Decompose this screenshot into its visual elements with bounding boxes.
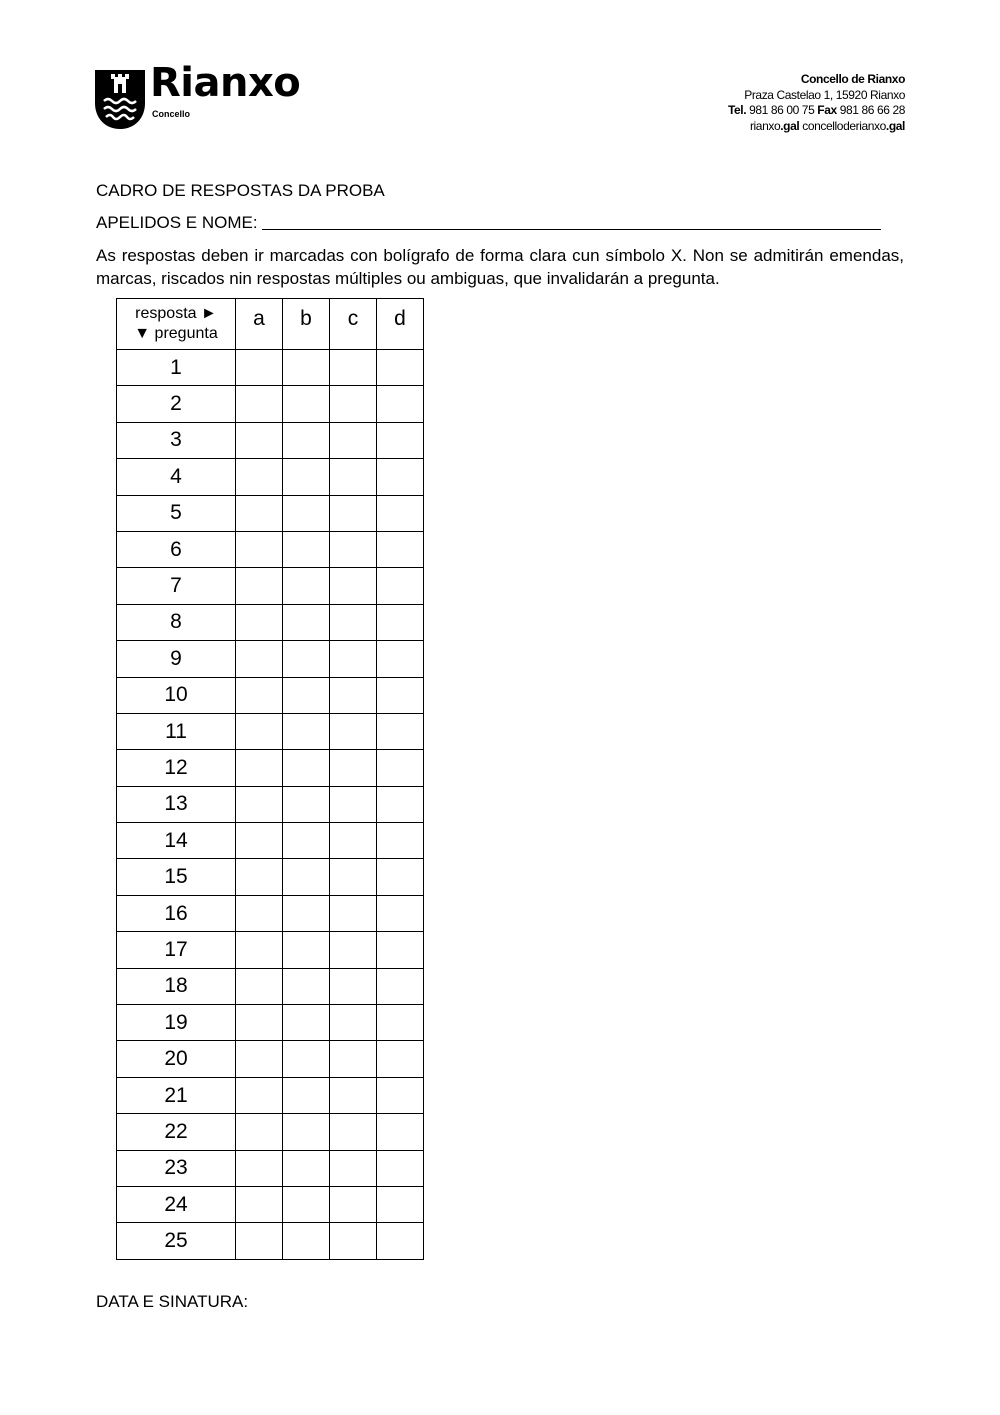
signature-label: DATA E SINATURA: xyxy=(96,1292,249,1311)
answer-cell-d[interactable] xyxy=(377,1114,424,1150)
logo-subtitle: Concello xyxy=(152,109,191,119)
answer-cell-a[interactable] xyxy=(236,1041,283,1077)
answer-cell-a[interactable] xyxy=(236,604,283,640)
answer-cell-a[interactable] xyxy=(236,459,283,495)
answer-cell-a[interactable] xyxy=(236,422,283,458)
question-number: 16 xyxy=(117,895,236,931)
answer-cell-a[interactable] xyxy=(236,859,283,895)
answer-cell-a[interactable] xyxy=(236,568,283,604)
answer-row xyxy=(117,604,424,640)
answer-cell-b[interactable] xyxy=(283,604,330,640)
answer-row xyxy=(117,350,424,386)
question-number: 5 xyxy=(117,495,236,531)
question-number: 14 xyxy=(117,823,236,859)
name-label: APELIDOS E NOME: xyxy=(96,213,258,232)
answer-cell-a[interactable] xyxy=(236,495,283,531)
contact-name: Concello de Rianxo xyxy=(800,72,905,86)
question-number: 21 xyxy=(117,1077,236,1113)
form-title: CADRO DE RESPOSTAS DA PROBA xyxy=(96,181,385,200)
answer-cell-c[interactable] xyxy=(330,750,377,786)
answer-row xyxy=(117,459,424,495)
answer-cell-c[interactable] xyxy=(330,1114,377,1150)
rianxo-shield-icon xyxy=(94,69,146,131)
question-number: 7 xyxy=(117,568,236,604)
answer-cell-d[interactable] xyxy=(377,1150,424,1186)
answer-cell-b[interactable] xyxy=(283,895,330,931)
answer-cell-c[interactable] xyxy=(330,932,377,968)
answer-row xyxy=(117,495,424,531)
question-number: 20 xyxy=(117,1041,236,1077)
fax-label: Fax xyxy=(817,103,837,117)
corner-header xyxy=(117,299,236,350)
answer-cell-a[interactable] xyxy=(236,823,283,859)
answer-cell-d[interactable] xyxy=(377,495,424,531)
answer-cell-a[interactable] xyxy=(236,1186,283,1222)
question-number: 6 xyxy=(117,531,236,567)
name-blank-line[interactable] xyxy=(262,214,881,230)
answer-cell-d[interactable] xyxy=(377,568,424,604)
answer-cell-a[interactable] xyxy=(236,750,283,786)
answer-cell-b[interactable] xyxy=(283,568,330,604)
question-number: 17 xyxy=(117,932,236,968)
answer-cell-b[interactable] xyxy=(283,1114,330,1150)
corner-top-label: resposta ► xyxy=(135,305,217,322)
answer-cell-a[interactable] xyxy=(236,932,283,968)
concello-logo xyxy=(94,60,324,131)
answer-cell-a[interactable] xyxy=(236,1114,283,1150)
answer-row xyxy=(117,786,424,822)
web1-suffix: .gal xyxy=(780,118,800,133)
web2-prefix: concelloderianxo xyxy=(802,118,886,133)
answer-row xyxy=(117,1041,424,1077)
answer-cell-b[interactable] xyxy=(283,750,330,786)
answer-cell-d[interactable] xyxy=(377,968,424,1004)
answer-cell-c[interactable] xyxy=(330,604,377,640)
answer-cell-d[interactable] xyxy=(377,1223,424,1259)
question-number: 24 xyxy=(117,1186,236,1222)
answer-row xyxy=(117,422,424,458)
question-number: 15 xyxy=(117,859,236,895)
question-number: 10 xyxy=(117,677,236,713)
question-number: 12 xyxy=(117,750,236,786)
answer-cell-b[interactable] xyxy=(283,1186,330,1222)
answer-cell-d[interactable] xyxy=(377,1005,424,1041)
answer-row xyxy=(117,823,424,859)
answer-cell-d[interactable] xyxy=(377,677,424,713)
answer-cell-a[interactable] xyxy=(236,1005,283,1041)
answer-cell-c[interactable] xyxy=(330,968,377,1004)
answer-cell-c[interactable] xyxy=(330,1186,377,1222)
contact-block xyxy=(728,72,905,134)
answer-row xyxy=(117,750,424,786)
answer-cell-c[interactable] xyxy=(330,531,377,567)
answer-cell-d[interactable] xyxy=(377,350,424,386)
question-number: 1 xyxy=(117,350,236,386)
answer-cell-d[interactable] xyxy=(377,859,424,895)
answer-cell-b[interactable] xyxy=(283,713,330,749)
answer-cell-b[interactable] xyxy=(283,1223,330,1259)
answer-cell-d[interactable] xyxy=(377,713,424,749)
answer-cell-a[interactable] xyxy=(236,786,283,822)
question-number: 25 xyxy=(117,1223,236,1259)
answer-row xyxy=(117,895,424,931)
answer-cell-a[interactable] xyxy=(236,1150,283,1186)
answer-row xyxy=(117,968,424,1004)
answer-cell-b[interactable] xyxy=(283,859,330,895)
answer-cell-b[interactable] xyxy=(283,677,330,713)
answer-row xyxy=(117,568,424,604)
answer-cell-c[interactable] xyxy=(330,1223,377,1259)
answer-cell-a[interactable] xyxy=(236,350,283,386)
question-number: 13 xyxy=(117,786,236,822)
answer-cell-c[interactable] xyxy=(330,677,377,713)
answer-cell-b[interactable] xyxy=(283,1150,330,1186)
option-header: c xyxy=(330,299,377,350)
answer-cell-d[interactable] xyxy=(377,932,424,968)
web2-suffix: .gal xyxy=(885,118,905,133)
question-number: 23 xyxy=(117,1150,236,1186)
answer-cell-c[interactable] xyxy=(330,422,377,458)
answer-cell-d[interactable] xyxy=(377,895,424,931)
answer-cell-c[interactable] xyxy=(330,1077,377,1113)
answer-cell-b[interactable] xyxy=(283,459,330,495)
answer-row xyxy=(117,1114,424,1150)
answer-row xyxy=(117,1186,424,1222)
answer-row xyxy=(117,386,424,422)
answer-cell-a[interactable] xyxy=(236,1223,283,1259)
answer-cell-c[interactable] xyxy=(330,1041,377,1077)
answer-cell-d[interactable] xyxy=(377,459,424,495)
option-header: d xyxy=(377,299,424,350)
answer-cell-c[interactable] xyxy=(330,895,377,931)
tel-label: Tel. xyxy=(727,103,747,117)
answer-cell-b[interactable] xyxy=(283,1041,330,1077)
instructions-text: As respostas deben ir marcadas con bolígrafo de forma clara cun símbolo X. Non se admitirán emendas, marcas, riscados nin respostas múltiples ou ambiguas, que invalidarán a pregunta. xyxy=(96,246,904,288)
option-header: b xyxy=(283,299,330,350)
logo-wordmark: Rianxo xyxy=(150,60,301,106)
answer-cell-b[interactable] xyxy=(283,350,330,386)
answer-cell-d[interactable] xyxy=(377,604,424,640)
answer-cell-a[interactable] xyxy=(236,713,283,749)
answer-cell-d[interactable] xyxy=(377,823,424,859)
answer-cell-d[interactable] xyxy=(377,1077,424,1113)
answer-cell-a[interactable] xyxy=(236,677,283,713)
question-number: 8 xyxy=(117,604,236,640)
answer-cell-c[interactable] xyxy=(330,459,377,495)
answer-cell-b[interactable] xyxy=(283,641,330,677)
answer-row xyxy=(117,713,424,749)
question-number: 9 xyxy=(117,641,236,677)
corner-bottom-label: ▼ pregunta xyxy=(134,325,218,342)
answer-cell-c[interactable] xyxy=(330,859,377,895)
answer-cell-d[interactable] xyxy=(377,1041,424,1077)
contact-web-line xyxy=(728,119,905,135)
answer-grid xyxy=(116,298,424,1260)
answer-cell-b[interactable] xyxy=(283,1077,330,1113)
contact-address: Praza Castelao 1, 15920 Rianxo xyxy=(744,87,905,102)
answer-cell-b[interactable] xyxy=(283,932,330,968)
answer-cell-a[interactable] xyxy=(236,895,283,931)
answer-cell-c[interactable] xyxy=(330,823,377,859)
answer-cell-c[interactable] xyxy=(330,350,377,386)
answer-cell-c[interactable] xyxy=(330,495,377,531)
contact-phone-line xyxy=(728,103,905,119)
answer-grid-body xyxy=(117,350,424,1260)
answer-row xyxy=(117,677,424,713)
answer-cell-b[interactable] xyxy=(283,495,330,531)
answer-cell-c[interactable] xyxy=(330,1150,377,1186)
question-number: 19 xyxy=(117,1005,236,1041)
option-header: a xyxy=(236,299,283,350)
answer-cell-c[interactable] xyxy=(330,386,377,422)
question-number: 3 xyxy=(117,422,236,458)
name-field-row xyxy=(96,213,881,233)
answer-cell-a[interactable] xyxy=(236,968,283,1004)
tel-value: 981 86 00 75 xyxy=(749,103,815,117)
answer-row xyxy=(117,1077,424,1113)
answer-cell-c[interactable] xyxy=(330,568,377,604)
answer-cell-c[interactable] xyxy=(330,786,377,822)
answer-cell-c[interactable] xyxy=(330,641,377,677)
answer-row xyxy=(117,531,424,567)
answer-cell-b[interactable] xyxy=(283,422,330,458)
answer-cell-b[interactable] xyxy=(283,1005,330,1041)
answer-cell-b[interactable] xyxy=(283,531,330,567)
fax-value: 981 86 66 28 xyxy=(839,103,905,117)
answer-cell-d[interactable] xyxy=(377,750,424,786)
answer-cell-d[interactable] xyxy=(377,1186,424,1222)
answer-cell-d[interactable] xyxy=(377,641,424,677)
answer-grid-header-row xyxy=(117,299,424,350)
answer-cell-c[interactable] xyxy=(330,713,377,749)
answer-row xyxy=(117,1223,424,1259)
web1-prefix: rianxo xyxy=(749,118,781,133)
answer-cell-d[interactable] xyxy=(377,786,424,822)
answer-cell-d[interactable] xyxy=(377,531,424,567)
answer-cell-b[interactable] xyxy=(283,968,330,1004)
answer-cell-d[interactable] xyxy=(377,386,424,422)
answer-cell-b[interactable] xyxy=(283,386,330,422)
question-number: 11 xyxy=(117,713,236,749)
answer-cell-b[interactable] xyxy=(283,823,330,859)
answer-cell-a[interactable] xyxy=(236,531,283,567)
answer-cell-a[interactable] xyxy=(236,641,283,677)
answer-cell-d[interactable] xyxy=(377,422,424,458)
answer-row xyxy=(117,859,424,895)
question-number: 18 xyxy=(117,968,236,1004)
answer-row xyxy=(117,641,424,677)
answer-row xyxy=(117,1005,424,1041)
question-number: 4 xyxy=(117,459,236,495)
question-number: 22 xyxy=(117,1114,236,1150)
answer-cell-c[interactable] xyxy=(330,1005,377,1041)
answer-cell-a[interactable] xyxy=(236,1077,283,1113)
answer-row xyxy=(117,1150,424,1186)
answer-cell-b[interactable] xyxy=(283,786,330,822)
answer-cell-a[interactable] xyxy=(236,386,283,422)
answer-row xyxy=(117,932,424,968)
question-number: 2 xyxy=(117,386,236,422)
